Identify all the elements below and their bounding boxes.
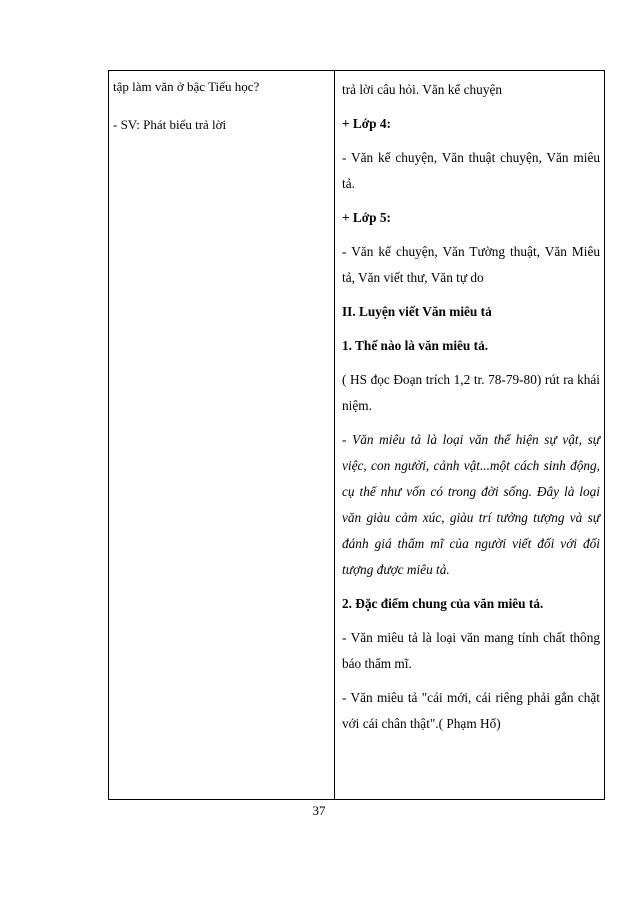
right-para-12: - Văn miêu tả "cái mới, cái riêng phải gắn chặt với cái chân thật".( Phạm Hổ) bbox=[342, 690, 600, 731]
right-column bbox=[342, 77, 600, 745]
column-divider bbox=[334, 71, 335, 799]
subheading-2: 2. Đặc điểm chung của văn miêu tả. bbox=[342, 596, 544, 611]
content-table bbox=[108, 70, 605, 800]
section-heading-ii: II. Luyện viết Văn miêu tả bbox=[342, 304, 492, 319]
right-para-1: trả lời câu hỏi. Văn kể chuyện bbox=[342, 82, 503, 97]
definition-paragraph: - Văn miêu tả là loại văn thể hiện sự vật, sự việc, con người, cảnh vật...một cách sinh động, cụ thể như vốn có trong đời sống. Đây là loại văn giàu cảm xúc, giàu trí tưởng tượng và sự đánh giá thẩm mĩ của người viết đối với đối tượng được miêu tả. bbox=[342, 432, 600, 577]
left-line-2: - SV: Phát biểu trả lời bbox=[113, 117, 227, 132]
right-heading-grade-5: + Lớp 5: bbox=[342, 210, 391, 225]
left-line-1: tập làm văn ở bậc Tiểu học? bbox=[113, 79, 260, 94]
left-column bbox=[113, 77, 329, 153]
right-para-8: ( HS đọc Đoạn trích 1,2 tr. 78-79-80) rút ra khái niệm. bbox=[342, 372, 600, 413]
right-heading-grade-4: + Lớp 4: bbox=[342, 116, 391, 131]
subheading-1: 1. Thế nào là văn miêu tả. bbox=[342, 338, 489, 353]
right-para-3: - Văn kể chuyện, Văn thuật chuyện, Văn miêu tả. bbox=[342, 150, 600, 191]
right-para-5: - Văn kể chuyện, Văn Tường thuật, Văn Miêu tả, Văn viết thư, Văn tự do bbox=[342, 244, 600, 285]
right-para-11: - Văn miêu tả là loại văn mang tính chất thông báo thẩm mĩ. bbox=[342, 630, 600, 671]
page-number: 37 bbox=[312, 803, 326, 818]
